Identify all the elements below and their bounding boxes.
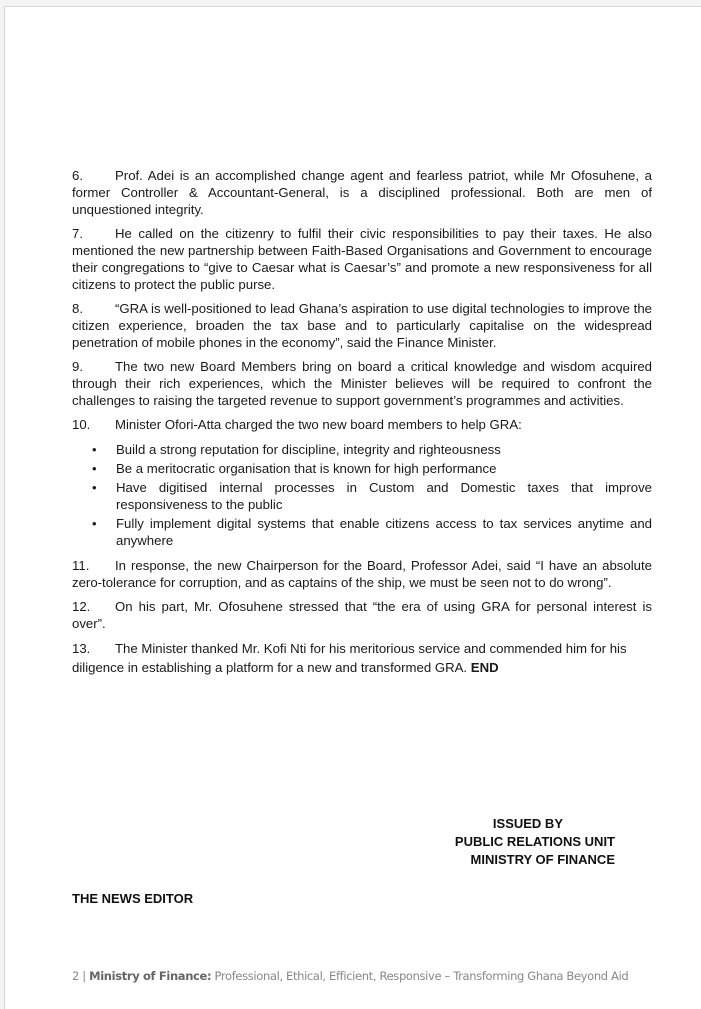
issued-by-unit: PUBLIC RELATIONS UNIT (454, 834, 615, 849)
page-footer (72, 969, 628, 983)
paragraph-text: In response, the new Chairperson for the Board, Professor Adei, said “I have an absolute zero-tolerance for corruption, and as captains of the ship, we must be seen not to do wrong”. (72, 558, 652, 590)
paragraph-text: The two new Board Members bring on board a critical knowledge and wisdom acquired through their rich experiences, which the Minister believes will be required to confront the challenges to raising the targeted revenue to support government’s programmes and activities. (72, 359, 652, 408)
issued-by-block (405, 815, 615, 869)
issued-by-line: ISSUED BY (492, 816, 563, 831)
paragraph-text: “GRA is well-positioned to lead Ghana’s aspiration to use digital technologies to improve the citizen experience, broaden the tax base and to particularly capitalise on the widespread penetration of mobile phones in the economy”, said the Finance Minister. (72, 301, 652, 350)
bullet-item: • Be a meritocratic organisation that is known for high performance (116, 460, 652, 477)
footer-separator: | (82, 969, 86, 983)
paragraph-number: 13. (72, 641, 91, 656)
paragraph-12 (72, 598, 652, 632)
paragraph-text: Minister Ofori-Atta charged the two new board members to help GRA: (115, 417, 522, 432)
paragraph-text: Prof. Adei is an accomplished change agent and fearless patriot, while Mr Ofosuhene, a former Controller & Accountant-General, is a disciplined professional. Both are men of unquestioned integrity. (72, 168, 652, 217)
issued-by-ministry: MINISTRY OF FINANCE (470, 852, 615, 867)
bullet-list (72, 441, 652, 549)
paragraph-text: He called on the citizenry to fulfil their civic responsibilities to pay their taxes. He also mentioned the new partnership between Faith-Based Organisations and Government to encourage their congregations to “give to Caesar what is Caesar’s” and promote a new responsiveness for all citizens to protect the public purse. (72, 226, 652, 292)
paragraph-text: The Minister thanked Mr. Kofi Nti for his meritorious service and commended him for his diligence in establishing a platform for a new and transformed GRA. (72, 641, 627, 675)
paragraph-8 (72, 300, 652, 351)
recipient: THE NEWS EDITOR (72, 891, 194, 906)
end-marker: END (470, 660, 499, 675)
paragraph-number: 8. (72, 301, 83, 316)
paragraph-number: 11. (72, 558, 90, 573)
paragraph-10 (72, 416, 652, 433)
paragraph-13 (72, 639, 652, 677)
paragraph-number: 9. (72, 359, 83, 374)
bullet-item: • Build a strong reputation for discipline, integrity and righteousness (116, 441, 652, 458)
paragraph-11 (72, 557, 652, 591)
paragraph-7 (72, 225, 652, 293)
bullet-item: • Have digitised internal processes in Custom and Domestic taxes that improve responsiveness to the public (116, 479, 652, 513)
footer-tagline: Professional, Ethical, Efficient, Responsive – Transforming Ghana Beyond Aid (214, 969, 629, 983)
paragraph-number: 6. (72, 168, 83, 183)
paragraph-6 (72, 167, 652, 218)
document-body (72, 167, 652, 684)
paragraph-number: 10. (72, 417, 91, 432)
page-number: 2 (72, 969, 79, 983)
bullet-item: • Fully implement digital systems that enable citizens access to tax services anytime and anywhere (116, 515, 652, 549)
document-page (4, 6, 701, 1009)
paragraph-number: 12. (72, 599, 91, 614)
paragraph-9 (72, 358, 652, 409)
paragraph-text: On his part, Mr. Ofosuhene stressed that “the era of using GRA for personal interest is over”. (72, 599, 652, 631)
footer-org: Ministry of Finance: (89, 969, 212, 983)
paragraph-number: 7. (72, 226, 83, 241)
